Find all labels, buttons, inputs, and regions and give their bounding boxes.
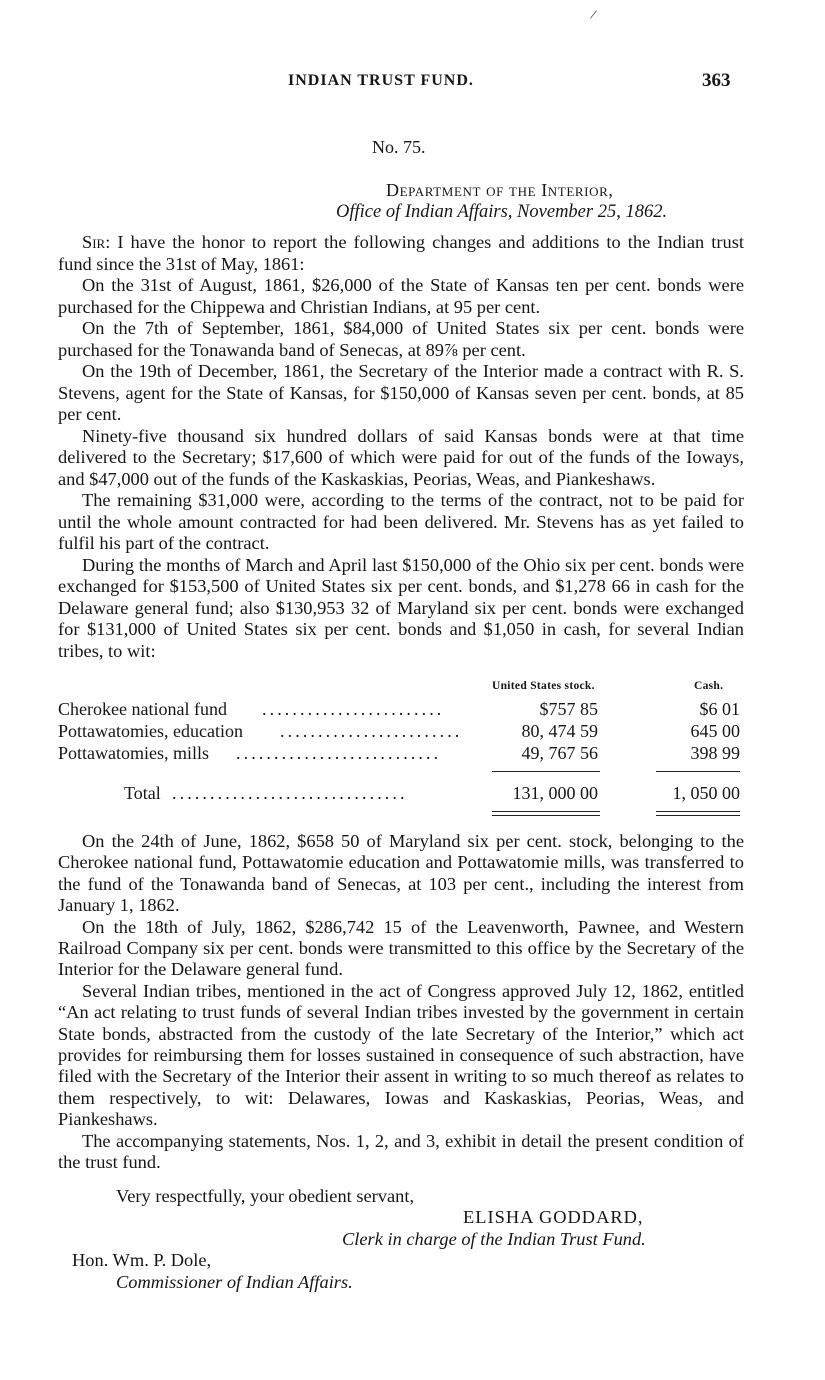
- row-label: Pottawatomies, education: [58, 721, 243, 741]
- subtotal-rule-cash: [656, 771, 740, 772]
- subtotal-rule-stock: [492, 771, 600, 772]
- column-header-stock: United States stock.: [492, 680, 595, 692]
- row-label: Pottawatomies, mills: [58, 743, 209, 763]
- leader-dots: ........................: [280, 721, 463, 741]
- total-double-rule-stock-1: [492, 811, 600, 812]
- paragraph: Ninety-five thousand six hundred dollars of said Kansas bonds were at that time delivered to the Secretary; $17,600 of which were paid for out of the funds of the Ioways, and $47,000 out of the funds of the Kaskaskias, Peorias, Weas, and Piankeshaws.: [58, 425, 744, 489]
- total-double-rule-cash-2: [656, 815, 740, 816]
- row-cash-value: $6 01: [699, 699, 740, 719]
- addressee-title: Commissioner of Indian Affairs.: [116, 1272, 353, 1292]
- leader-dots: ...........................: [236, 743, 442, 763]
- row-stock-value: 49, 767 56: [521, 743, 598, 763]
- leader-dots: ...............................: [172, 783, 408, 803]
- paragraph: On the 24th of June, 1862, $658 50 of Maryland six per cent. stock, belonging to the Cherokee national fund, Pottawatomie education and Pottawatomie mills, was transferred to the fund of the Tonawanda band of Senecas, at 103 per cent., including the interest from January 1, 1862.: [58, 831, 744, 916]
- total-stock-value: 131, 000 00: [512, 783, 598, 803]
- paragraph: On the 18th of July, 1862, $286,742 15 of the Leavenworth, Pawnee, and Western Railroad Company six per cent. bonds were transmitted to this office by the Secretary of the Interior for the Delaware general fund.: [58, 916, 744, 980]
- total-double-rule-stock-2: [492, 815, 600, 816]
- table-row: [58, 720, 744, 742]
- total-label: Total: [124, 783, 161, 803]
- leader-dots: ........................: [262, 699, 445, 719]
- paragraph: The remaining $31,000 were, according to the terms of the contract, not to be paid for until the whole amount contracted for had been delivered. Mr. Stevens has as yet failed to fulfil his part of the contract.: [58, 490, 744, 553]
- row-label: Cherokee national fund: [58, 699, 227, 719]
- letter-body-continued: [58, 831, 744, 1174]
- paragraph-opening: [58, 232, 744, 275]
- table-total-row: [58, 782, 744, 804]
- paragraph: During the months of March and April last $150,000 of the Ohio six per cent. bonds were exchanged for $153,500 of United States six per cent. bonds, and $1,278 66 in cash for the Delaware general fund; also $130,953 32 of Maryland six per cent. bonds were exchanged for $131,000 of United States six per cent. bonds and $1,050 in cash, for several Indian tribes, to wit:: [58, 554, 744, 661]
- table-row: [58, 742, 744, 764]
- signer-name: ELISHA GODDARD,: [463, 1207, 644, 1227]
- department-heading: Department of the Interior,: [386, 180, 614, 200]
- running-title: INDIAN TRUST FUND.: [288, 72, 474, 89]
- paragraph: On the 31st of August, 1861, $26,000 of the State of Kansas ten per cent. bonds were purchased for the Chippewa and Christian Indians, at 95 per cent.: [58, 275, 744, 317]
- paragraph: On the 7th of September, 1861, $84,000 of United States six per cent. bonds were purchased for the Tonawanda band of Senecas, at 89⅞ per cent.: [58, 318, 744, 360]
- paragraph: Several Indian tribes, mentioned in the act of Congress approved July 12, 1862, entitled “An act relating to trust funds of several Indian tribes invested by the government in certain State bonds, abstracted from the custody of the late Secretary of the Interior,” which act provides for reimbursing them for losses sustained in consequence of such abstraction, have filed with the Secretary of the Interior their assent in writing to so much thereof as relates to them respectively, to wit: Delawares, Iowas and Kaskaskias, Peorias, Weas, and Piankeshaws.: [58, 980, 744, 1130]
- addressee-name: Hon. Wm. P. Dole,: [72, 1250, 212, 1270]
- letter-body: [58, 232, 744, 662]
- table-row: [58, 698, 744, 720]
- salutation: Sir:: [82, 232, 111, 252]
- office-dateline-text: Office of Indian Affairs, November 25, 1862.: [336, 202, 668, 222]
- signer-title: Clerk in charge of the Indian Trust Fund.: [342, 1229, 646, 1249]
- complimentary-close: Very respectfully, your obedient servant,: [116, 1186, 415, 1206]
- row-stock-value: $757 85: [539, 699, 598, 719]
- total-cash-value: 1, 050 00: [672, 783, 740, 803]
- paragraph: On the 19th of December, 1861, the Secretary of the Interior made a contract with R. S. Stevens, agent for the State of Kansas, for $150,000 of Kansas seven per cent. bonds, at 85 per cent.: [58, 361, 744, 424]
- row-cash-value: 645 00: [690, 721, 740, 741]
- row-stock-value: 80, 474 59: [521, 721, 598, 741]
- paragraph-text: I have the honor to report the following changes and additions to the Indian trust fund since the 31st of May, 1861:: [58, 232, 744, 274]
- total-double-rule-cash-1: [656, 811, 740, 812]
- column-header-cash: Cash.: [694, 680, 724, 692]
- document-number: No. 75.: [372, 137, 426, 157]
- margin-tick-mark: /: [588, 7, 598, 24]
- paragraph: The accompanying statements, Nos. 1, 2, and 3, exhibit in detail the present condition of the trust fund.: [58, 1130, 744, 1173]
- page-number: 363: [702, 70, 731, 91]
- office-dateline: [336, 202, 667, 223]
- row-cash-value: 398 99: [690, 743, 740, 763]
